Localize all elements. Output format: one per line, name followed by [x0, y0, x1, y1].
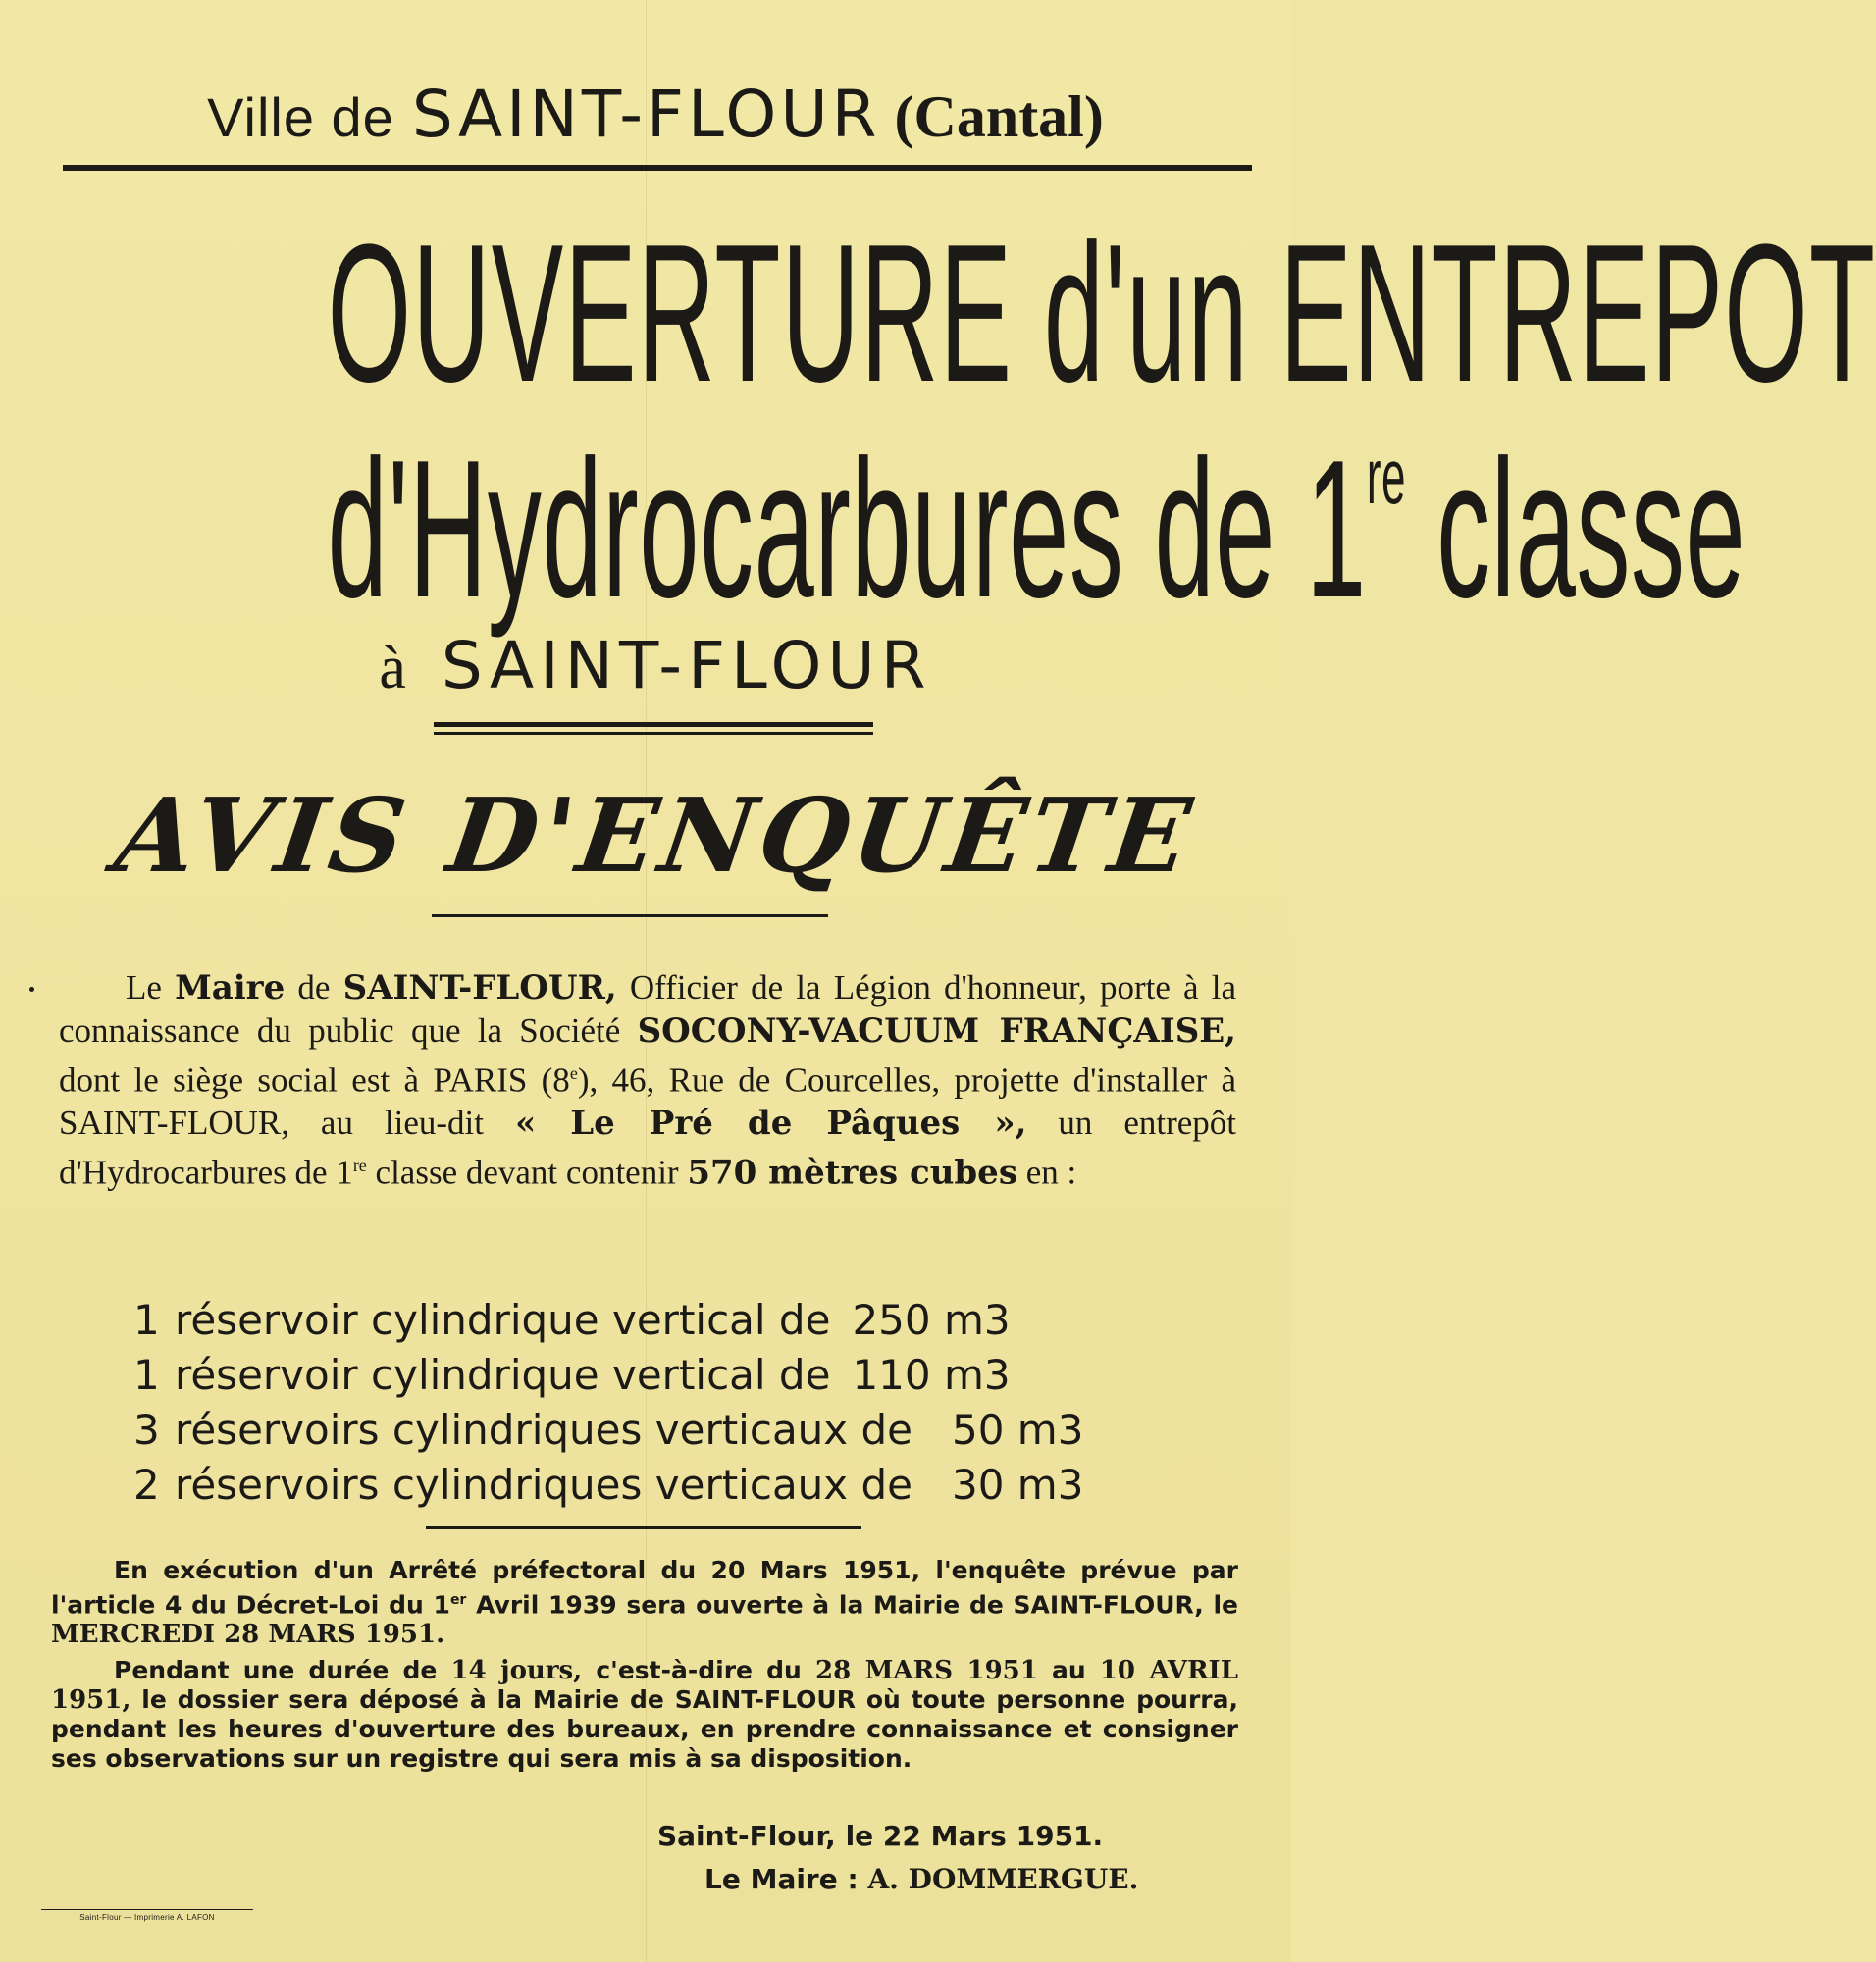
para3-text: Pendant une durée de	[114, 1656, 451, 1684]
para1-city: SAINT-FLOUR,	[342, 968, 617, 1007]
double-rule-bottom	[434, 732, 873, 735]
mayor-name: A. DOMMERGUE.	[867, 1863, 1139, 1895]
header-city: SAINT-FLOUR	[411, 77, 881, 152]
para1-text: en :	[1016, 1153, 1077, 1192]
headline-line1: OUVERTURE d'un ENTREPOT	[327, 204, 1876, 423]
tank-qty: 1	[133, 1351, 160, 1399]
tank-desc: réservoir cylindrique vertical de	[175, 1296, 831, 1344]
tank-desc: réservoirs cylindriques verticaux de	[175, 1406, 913, 1454]
tank-desc: réservoirs cylindriques verticaux de	[175, 1461, 913, 1509]
header-ville: Ville de	[207, 86, 394, 148]
tank-volume: 250 m3	[852, 1296, 1011, 1344]
para1-text: classe devant contenir	[366, 1153, 688, 1192]
para2-text: En exécution d'un Arrêté préfectoral du 20 Mars 1951, l'enquête prévue par l'article 4 du Décret-Loi du 1	[51, 1556, 1238, 1620]
para2-text: Avril 1939 sera ouverte à la Mairie de SAINT-FLOUR, le	[466, 1590, 1239, 1620]
tank-item	[133, 1348, 1213, 1403]
header-department: (Cantal)	[894, 84, 1104, 149]
para2-date: MERCREDI 28 MARS 1951.	[51, 1620, 445, 1650]
tank-rule	[426, 1526, 861, 1529]
tank-item	[133, 1293, 1213, 1348]
title-rule	[432, 914, 828, 917]
tank-item	[133, 1458, 1213, 1513]
para1-sup: re	[352, 1155, 367, 1175]
mayor-line	[657, 1858, 1207, 1901]
headline-line2	[327, 420, 1746, 639]
headline-line2-text: d'Hydrocarbures de 1	[327, 420, 1367, 639]
double-rule-top	[434, 722, 873, 727]
tank-desc: réservoir cylindrique vertical de	[175, 1351, 831, 1399]
place-date: Saint-Flour, le 22 Mars 1951.	[657, 1820, 1104, 1852]
para3-duration: 14 jours,	[450, 1656, 583, 1685]
para1-text: un entrepôt d'Hydrocarbures de 1	[59, 1103, 1236, 1192]
tank-item	[133, 1403, 1213, 1458]
headline-city: SAINT-FLOUR	[441, 628, 932, 703]
ink-dot	[29, 987, 34, 992]
para2-sup: er	[449, 1592, 467, 1608]
para1-text: dont le siège social est à PARIS (8	[59, 1060, 570, 1100]
tank-volume: 50 m3	[952, 1406, 1084, 1454]
headline-line2-sup: re	[1366, 433, 1407, 520]
para3-end: 10 AVRIL 1951,	[51, 1656, 1238, 1715]
mayor-title: Le Maire :	[704, 1863, 868, 1895]
para3-text: au	[1037, 1656, 1100, 1684]
duration-paragraph	[51, 1656, 1238, 1774]
printer-imprint: Saint-Flour — Imprimerie A. LAFON	[41, 1909, 253, 1922]
tank-volume: 30 m3	[952, 1461, 1084, 1509]
para1-place: « Le Pré de Pâques »,	[514, 1103, 1027, 1143]
tank-qty: 1	[133, 1296, 160, 1344]
notice-title: AVIS D'ENQUÊTE	[108, 775, 1203, 896]
para1-capacity: 570 mètres cubes	[687, 1153, 1017, 1193]
para1-text: ), 46, Rue de Courcelles, projette d'installer à SAINT-FLOUR, au lieu-dit	[59, 1060, 1236, 1142]
tank-qty: 3	[133, 1406, 160, 1454]
para1-company: SOCONY-VACUUM FRANÇAISE,	[637, 1011, 1236, 1051]
announcement-paragraph	[59, 966, 1236, 1194]
para3-start: 28 MARS 1951	[814, 1656, 1038, 1685]
para1-text: Le	[126, 968, 176, 1007]
para1-text: de	[285, 968, 343, 1007]
para1-text: Officier de la Légion d'honneur, porte à la connaissance du public que la Société	[59, 968, 1236, 1050]
headline-line2-end: classe	[1406, 420, 1746, 639]
headline-line3	[59, 628, 1252, 703]
para3-text: c'est-à-dire du	[582, 1656, 815, 1684]
tank-qty: 2	[133, 1461, 160, 1509]
headline-a: à	[379, 635, 406, 701]
signature-block	[657, 1815, 1207, 1901]
tank-volume: 110 m3	[852, 1351, 1011, 1399]
decree-paragraph	[51, 1556, 1238, 1649]
tank-list	[133, 1293, 1213, 1513]
header-rule	[63, 165, 1252, 171]
town-header	[59, 77, 1252, 152]
para1-maire: Maire	[175, 968, 286, 1007]
para1-sup: e	[569, 1063, 578, 1083]
para3-text: le dossier sera déposé à la Mairie de SAINT-FLOUR où toute personne pourra, pendant les heures d'ouverture des bureaux, en prendre connaissance et consigner ses observations sur un registre qui sera mis à sa disposition.	[51, 1685, 1238, 1773]
